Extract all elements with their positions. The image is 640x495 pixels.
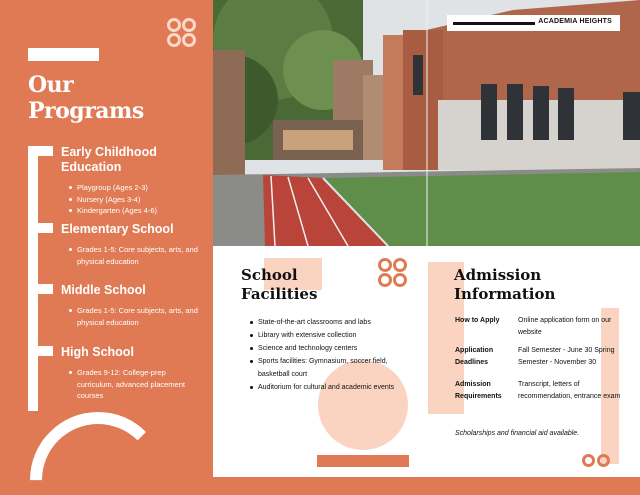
row-value: Transcript, letters of recommendation, entrance exam [518,381,621,400]
list-item: Auditorium for cultural and academic events [258,381,413,394]
school-photo [213,0,640,246]
program-list [61,182,201,217]
programs-panel [0,0,213,495]
rings-decoration-icon [167,18,196,47]
program-early-childhood [61,145,201,217]
programs-title-line2: Programs [28,98,144,124]
list-item: Sports facilities: Gymnasium, soccer field, basketball court [258,355,413,381]
brand-line [453,22,535,25]
list-item: Playgroup (Ages 2-3) [61,182,201,194]
program-heading: Elementary School [61,222,174,236]
programs-title [28,72,144,124]
rings-decoration-icon [378,258,407,287]
program-list [61,305,201,328]
decorative-bar [28,48,99,61]
program-heading: High School [61,345,134,359]
program-list [61,244,201,267]
program-heading: Early Childhood Education [61,145,157,174]
timeline-tick [28,346,53,356]
list-item: Grades 1-5: Core subjects, arts, and physical education [61,305,201,328]
list-item: Grades 1-5: Core subjects, arts, and physical education [61,244,201,267]
list-item: Nursery (Ages 3-4) [61,194,201,206]
program-middle-school [61,283,201,328]
row-value: Fall Semester - June 30 Spring Semester - November 30 [518,347,615,366]
admission-title: Admission Information [454,266,556,303]
timeline-bar [28,146,38,411]
facilities-title: School Facilities [241,266,318,303]
row-label: How to Apply [455,317,500,324]
list-item: Kindergarten (Ages 4-6) [61,205,201,217]
program-heading: Middle School [61,283,146,297]
brand-name: ACADEMIA HEIGHTS [538,18,612,25]
rings-decoration-icon [582,454,610,467]
program-high-school [61,345,201,402]
row-label: Admission Requirements [455,381,502,400]
list-item: Science and technology centers [258,342,413,355]
timeline-tick [28,284,53,294]
brand-label [447,15,620,31]
timeline-tick [28,146,53,156]
row-label: Application Deadlines [455,347,494,366]
program-elementary [61,222,201,267]
row-value: Online application form on our website [518,317,612,336]
program-list [61,367,201,402]
list-item: Grades 9-12: College-prep curriculum, advanced placement courses [61,367,201,402]
programs-title-line1: Our [28,72,74,98]
list-item: State-of-the-art classrooms and labs [258,316,413,329]
facilities-list [258,316,413,394]
footer-bar [213,477,640,495]
list-item: Library with extensive collection [258,329,413,342]
accent-bar [317,455,409,467]
timeline-tick [28,223,53,233]
financial-aid-note: Scholarships and financial aid available. [455,430,580,437]
